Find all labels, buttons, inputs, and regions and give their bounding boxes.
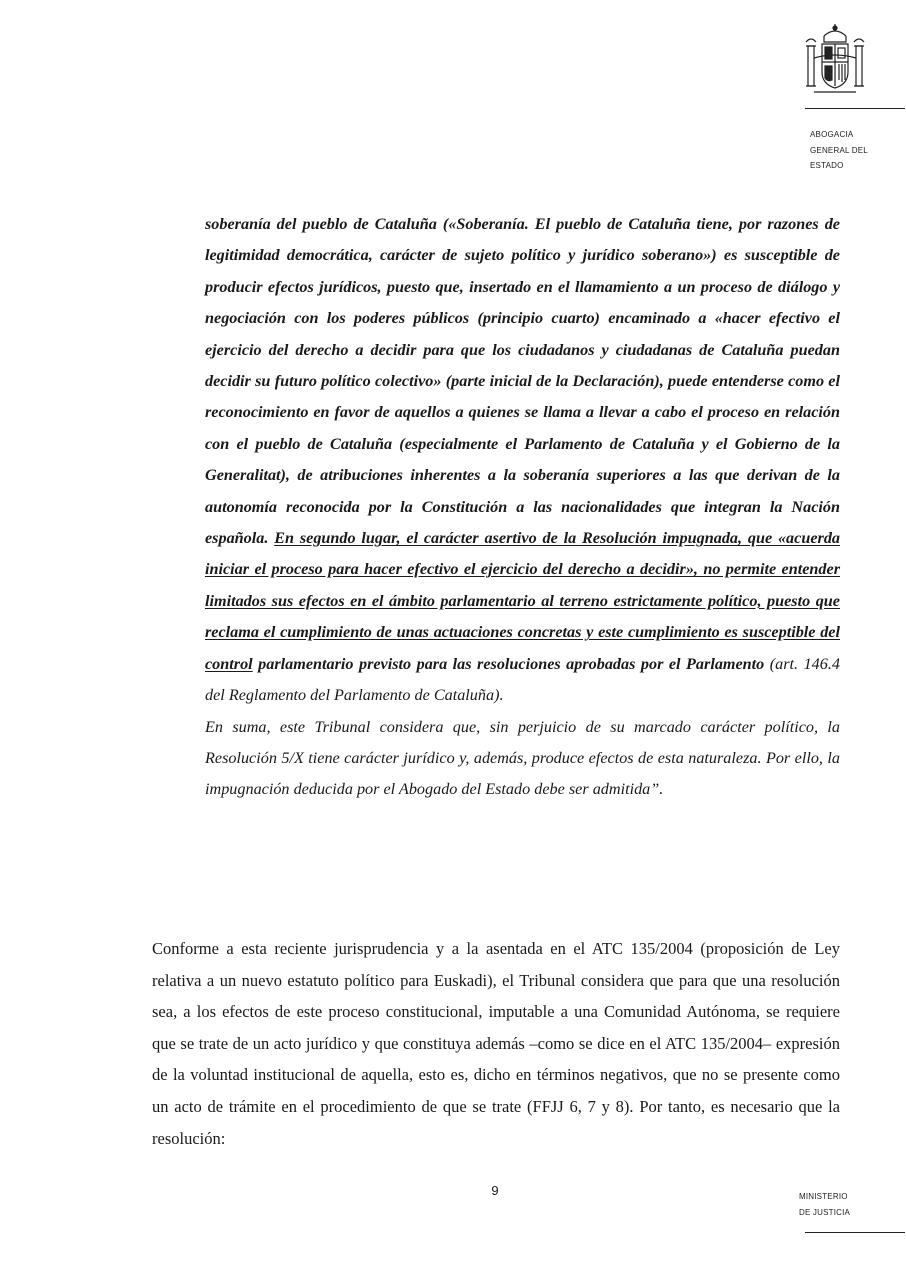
ministry-name <box>799 1189 850 1220</box>
org-line: ESTADO <box>810 161 844 170</box>
org-name <box>810 127 868 174</box>
quote-bold-intro: soberanía del pueblo de Cataluña («Soberanía. El pueblo de Cataluña tiene, por razones de legitimidad democrática, carácter de sujeto político y jurídico soberano») es susceptible de producir efectos jurídicos, puesto que, insertado en el llamamiento a un proceso de diálogo y negociación con los poderes públicos (principio cuarto) encaminado a «hacer efectivo el ejercicio del derecho a decidir para que los ciudadanos y ciudadanas de Cataluña puedan decidir su futuro político colectivo» (parte inicial de la Declaración), puede entenderse como el reconocimiento en favor de aquellos a quienes se llama a llevar a cabo el proceso en relación con el pueblo de Cataluña (especialmente el Parlamento de Cataluña y el Gobierno de la Generalitat), de atribuciones inherentes a la soberanía superiores a las que derivan de la autonomía reconocida por la Constitución a las nacionalidades que integran la Nación española. <box>205 215 840 548</box>
header-rule <box>805 108 905 109</box>
quote-bold-underlined: En segundo lugar, el carácter asertivo de la Resolución impugnada, que «acuerda iniciar el proceso para hacer efectivo el ejercicio del derecho a decidir», no permite entender limitados sus efectos en el ámbito parlamentario al terreno estrictamente político, puesto que reclama el cumplimiento de unas actuaciones concretas y este cumplimiento es susceptible del control <box>205 529 841 673</box>
ministry-line: MINISTERIO <box>799 1192 848 1201</box>
quote-paragraph <box>205 209 840 712</box>
page-number: 9 <box>491 1183 499 1198</box>
org-line: ABOGACIA <box>810 130 854 139</box>
footer-rule <box>805 1232 905 1233</box>
quoted-passage <box>205 209 840 806</box>
quote-conclusion: En suma, este Tribunal considera que, sin perjuicio de su marcado carácter político, la Resolución 5/X tiene carácter jurídico y, además, produce efectos de esta naturaleza. Por ello, la impugnación deducida por el Abogado del Estado debe ser admitida”. <box>205 717 840 799</box>
quote-bold-tail: parlamentario previsto para las resoluciones aprobadas por el Parlamento <box>258 654 765 673</box>
ministry-line: DE JUSTICIA <box>799 1207 851 1217</box>
org-line: GENERAL DEL <box>810 145 868 155</box>
quote-italic-citation: (art. 146.4 del Reglamento del Parlamento de Cataluña). <box>205 654 840 705</box>
spanish-coat-of-arms-icon <box>800 22 870 96</box>
body-paragraph: Conforme a esta reciente jurisprudencia y a la asentada en el ATC 135/2004 (proposición de Ley relativa a un nuevo estatuto político para Euskadi), el Tribunal considera que para que una resolución sea, a los efectos de este proceso constitucional, imputable a una Comunidad Autónoma, se requiere que se trate de un acto jurídico y que constituya además –como se dice en el ATC 135/2004– expresión de la voluntad institucional de aquella, esto es, dicho en términos negativos, que no se presente como un acto de trámite en el procedimiento de que se trate (FFJJ 6, 7 y 8). Por tanto, es necesario que la resolución: <box>152 939 840 1148</box>
